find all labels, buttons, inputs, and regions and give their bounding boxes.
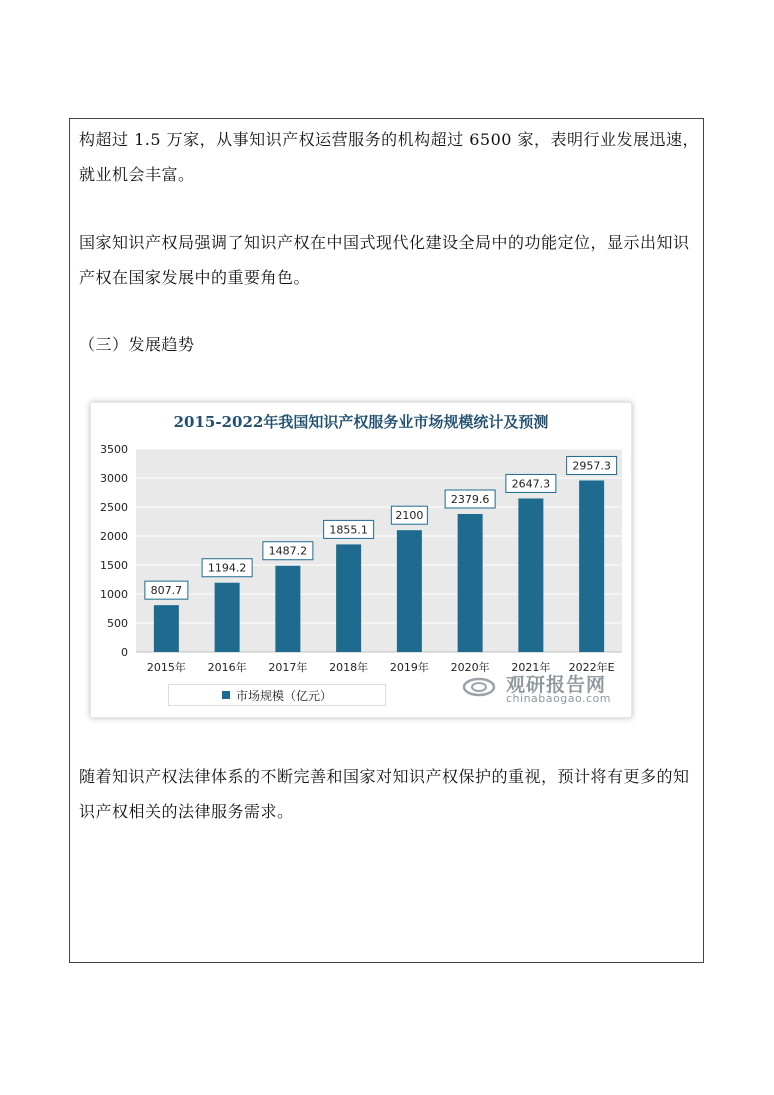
y-tick-label: 500 <box>107 617 128 630</box>
y-tick-label: 3500 <box>100 443 128 456</box>
x-tick-label: 2018年 <box>329 661 369 674</box>
y-tick-label: 2000 <box>100 530 128 543</box>
bar <box>518 498 543 652</box>
watermark-en-text: chinabaogao.com <box>506 692 611 705</box>
y-tick-label: 3000 <box>100 472 128 485</box>
bar <box>579 480 604 652</box>
y-tick-label: 1000 <box>100 588 128 601</box>
data-label: 2647.3 <box>511 477 551 491</box>
section-heading-trend: （三）发展趋势 <box>79 335 195 354</box>
y-tick-label: 0 <box>121 646 128 659</box>
watermark-logo-icon <box>462 676 496 698</box>
watermark <box>462 670 622 710</box>
paragraph-employment: 构超过 1.5 万家，从事知识产权运营服务的机构超过 6500 家，表明行业发展迅速，就业机会丰富。 <box>79 130 700 184</box>
y-tick-label: 2500 <box>100 501 128 514</box>
bar <box>154 605 179 652</box>
x-tick-label: 2021年 <box>511 661 551 674</box>
bar <box>215 583 240 652</box>
bar <box>336 544 361 652</box>
data-label: 2957.3 <box>572 459 611 473</box>
x-tick-label: 2020年 <box>450 661 490 674</box>
bar <box>458 514 483 652</box>
data-label: 1194.2 <box>207 561 247 575</box>
x-tick-label: 2022年E <box>568 661 615 674</box>
data-label: 807.7 <box>150 584 183 598</box>
legend-label: 市场规模（亿元） <box>235 688 332 703</box>
chart-legend <box>168 684 386 706</box>
x-tick-label: 2015年 <box>146 661 186 674</box>
x-tick-label: 2017年 <box>268 661 308 674</box>
legend-swatch <box>222 691 230 699</box>
data-label: 1487.2 <box>268 544 308 558</box>
y-tick-label: 1500 <box>100 559 128 572</box>
x-tick-label: 2016年 <box>207 661 247 674</box>
bar <box>397 530 422 652</box>
data-label: 2100 <box>395 509 424 523</box>
data-label: 1855.1 <box>329 523 368 537</box>
watermark-cn-text: 观研报告网 <box>506 674 607 696</box>
data-label: 2379.6 <box>450 492 490 506</box>
bar <box>275 566 300 652</box>
chart-title: 2015-2022年我国知识产权服务业市场规模统计及预测 <box>173 413 549 431</box>
paragraph-outlook: 随着知识产权法律体系的不断完善和国家对知识产权保护的重视，预计将有更多的知识产权相关的法律服务需求。 <box>79 767 690 821</box>
x-tick-label: 2019年 <box>389 661 429 674</box>
paragraph-positioning: 国家知识产权局强调了知识产权在中国式现代化建设全局中的功能定位，显示出知识产权在国家发展中的重要角色。 <box>79 233 690 287</box>
